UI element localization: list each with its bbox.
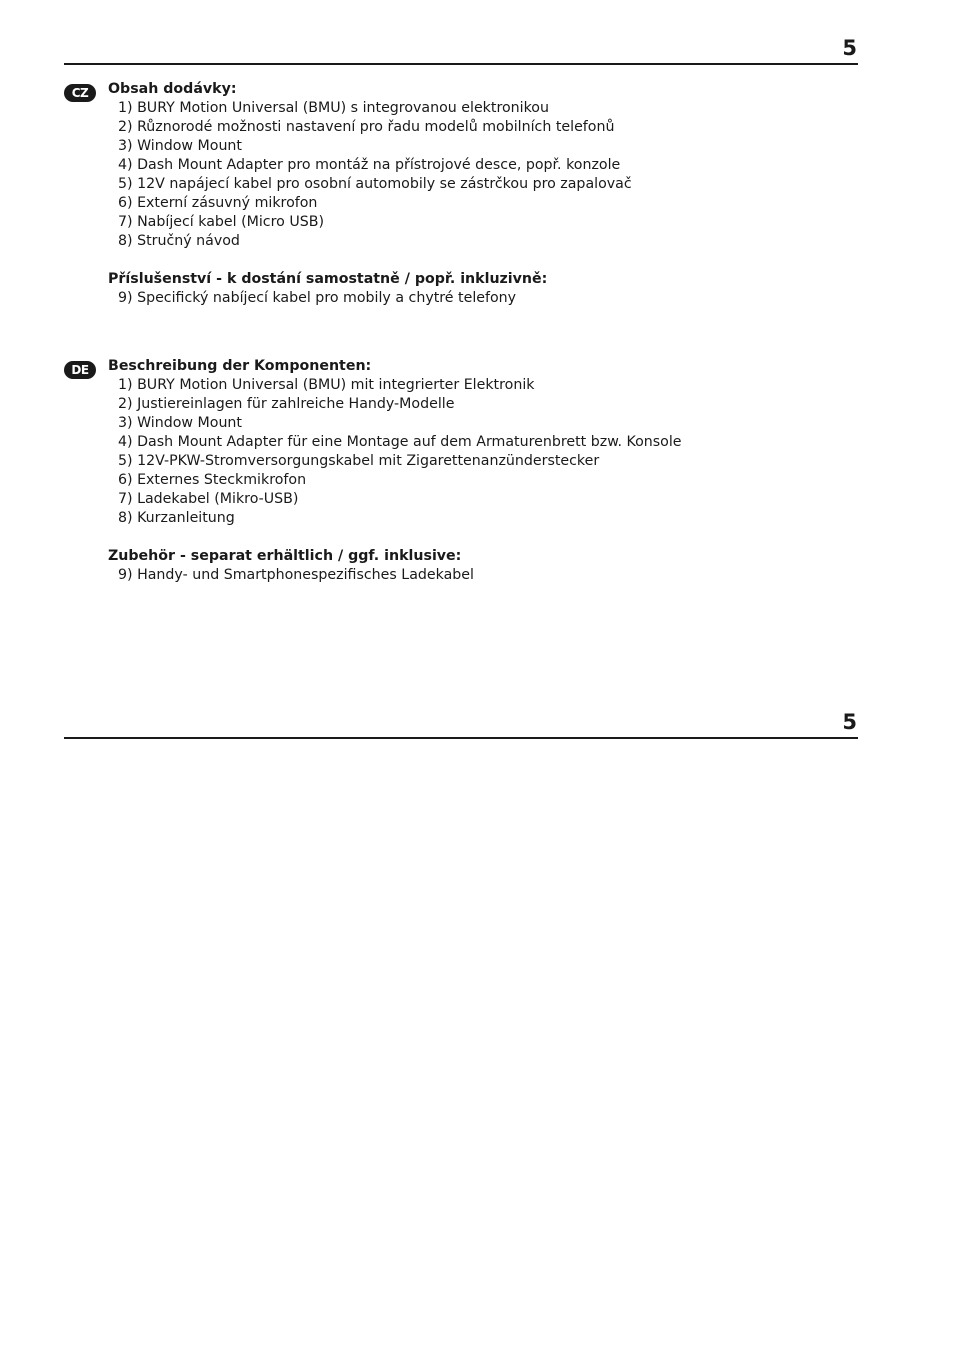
spacer bbox=[108, 251, 858, 270]
section-cz-content bbox=[108, 80, 858, 308]
page-number-top: 5 bbox=[842, 36, 857, 60]
language-badge-cz: CZ bbox=[64, 84, 96, 102]
cz-accessories-list bbox=[108, 289, 858, 308]
cz-contents-heading: Obsah dodávky: bbox=[108, 81, 237, 97]
list-item: 2) Různorodé možnosti nastavení pro řadu modelů mobilních telefonů bbox=[118, 119, 615, 135]
list-item: 6) Externí zásuvný mikrofon bbox=[118, 195, 318, 211]
list-item: 6) Externes Steckmikrofon bbox=[118, 472, 307, 488]
list-item: 8) Stručný návod bbox=[118, 233, 240, 249]
list-item: 9) Specifický nabíjecí kabel pro mobily a chytré telefony bbox=[118, 290, 517, 306]
de-contents-heading: Beschreibung der Komponenten: bbox=[108, 358, 372, 374]
de-accessories-heading: Zubehör - separat erhältlich / ggf. inklusive: bbox=[108, 548, 462, 564]
list-item: 1) BURY Motion Universal (BMU) mit integrierter Elektronik bbox=[118, 377, 535, 393]
spacer bbox=[108, 528, 858, 547]
list-item: 8) Kurzanleitung bbox=[118, 510, 235, 526]
list-item: 1) BURY Motion Universal (BMU) s integrovanou elektronikou bbox=[118, 100, 549, 116]
list-item: 3) Window Mount bbox=[118, 415, 242, 431]
bottom-divider bbox=[64, 737, 858, 739]
list-item: 4) Dash Mount Adapter für eine Montage auf dem Armaturenbrett bzw. Konsole bbox=[118, 434, 682, 450]
list-item: 3) Window Mount bbox=[118, 138, 242, 154]
section-de bbox=[64, 357, 858, 585]
list-item: 7) Ladekabel (Mikro-USB) bbox=[118, 491, 299, 507]
cz-accessories-heading: Příslušenství - k dostání samostatně / popř. inkluzivně: bbox=[108, 271, 548, 287]
section-cz bbox=[64, 80, 858, 308]
section-de-content bbox=[108, 357, 858, 585]
list-item: 7) Nabíjecí kabel (Micro USB) bbox=[118, 214, 324, 230]
de-accessories-list bbox=[108, 566, 858, 585]
list-item: 4) Dash Mount Adapter pro montáž na přístrojové desce, popř. konzole bbox=[118, 157, 621, 173]
page-number-bottom: 5 bbox=[842, 710, 857, 734]
list-item: 5) 12V-PKW-Stromversorgungskabel mit Zigarettenanzünderstecker bbox=[118, 453, 600, 469]
list-item: 2) Justiereinlagen für zahlreiche Handy-Modelle bbox=[118, 396, 455, 412]
language-badge-de: DE bbox=[64, 361, 96, 379]
cz-contents-list bbox=[108, 99, 858, 251]
list-item: 9) Handy- und Smartphonespezifisches Ladekabel bbox=[118, 567, 474, 583]
list-item: 5) 12V napájecí kabel pro osobní automobily se zástrčkou pro zapalovač bbox=[118, 176, 632, 192]
top-divider bbox=[64, 63, 858, 65]
de-contents-list bbox=[108, 376, 858, 528]
